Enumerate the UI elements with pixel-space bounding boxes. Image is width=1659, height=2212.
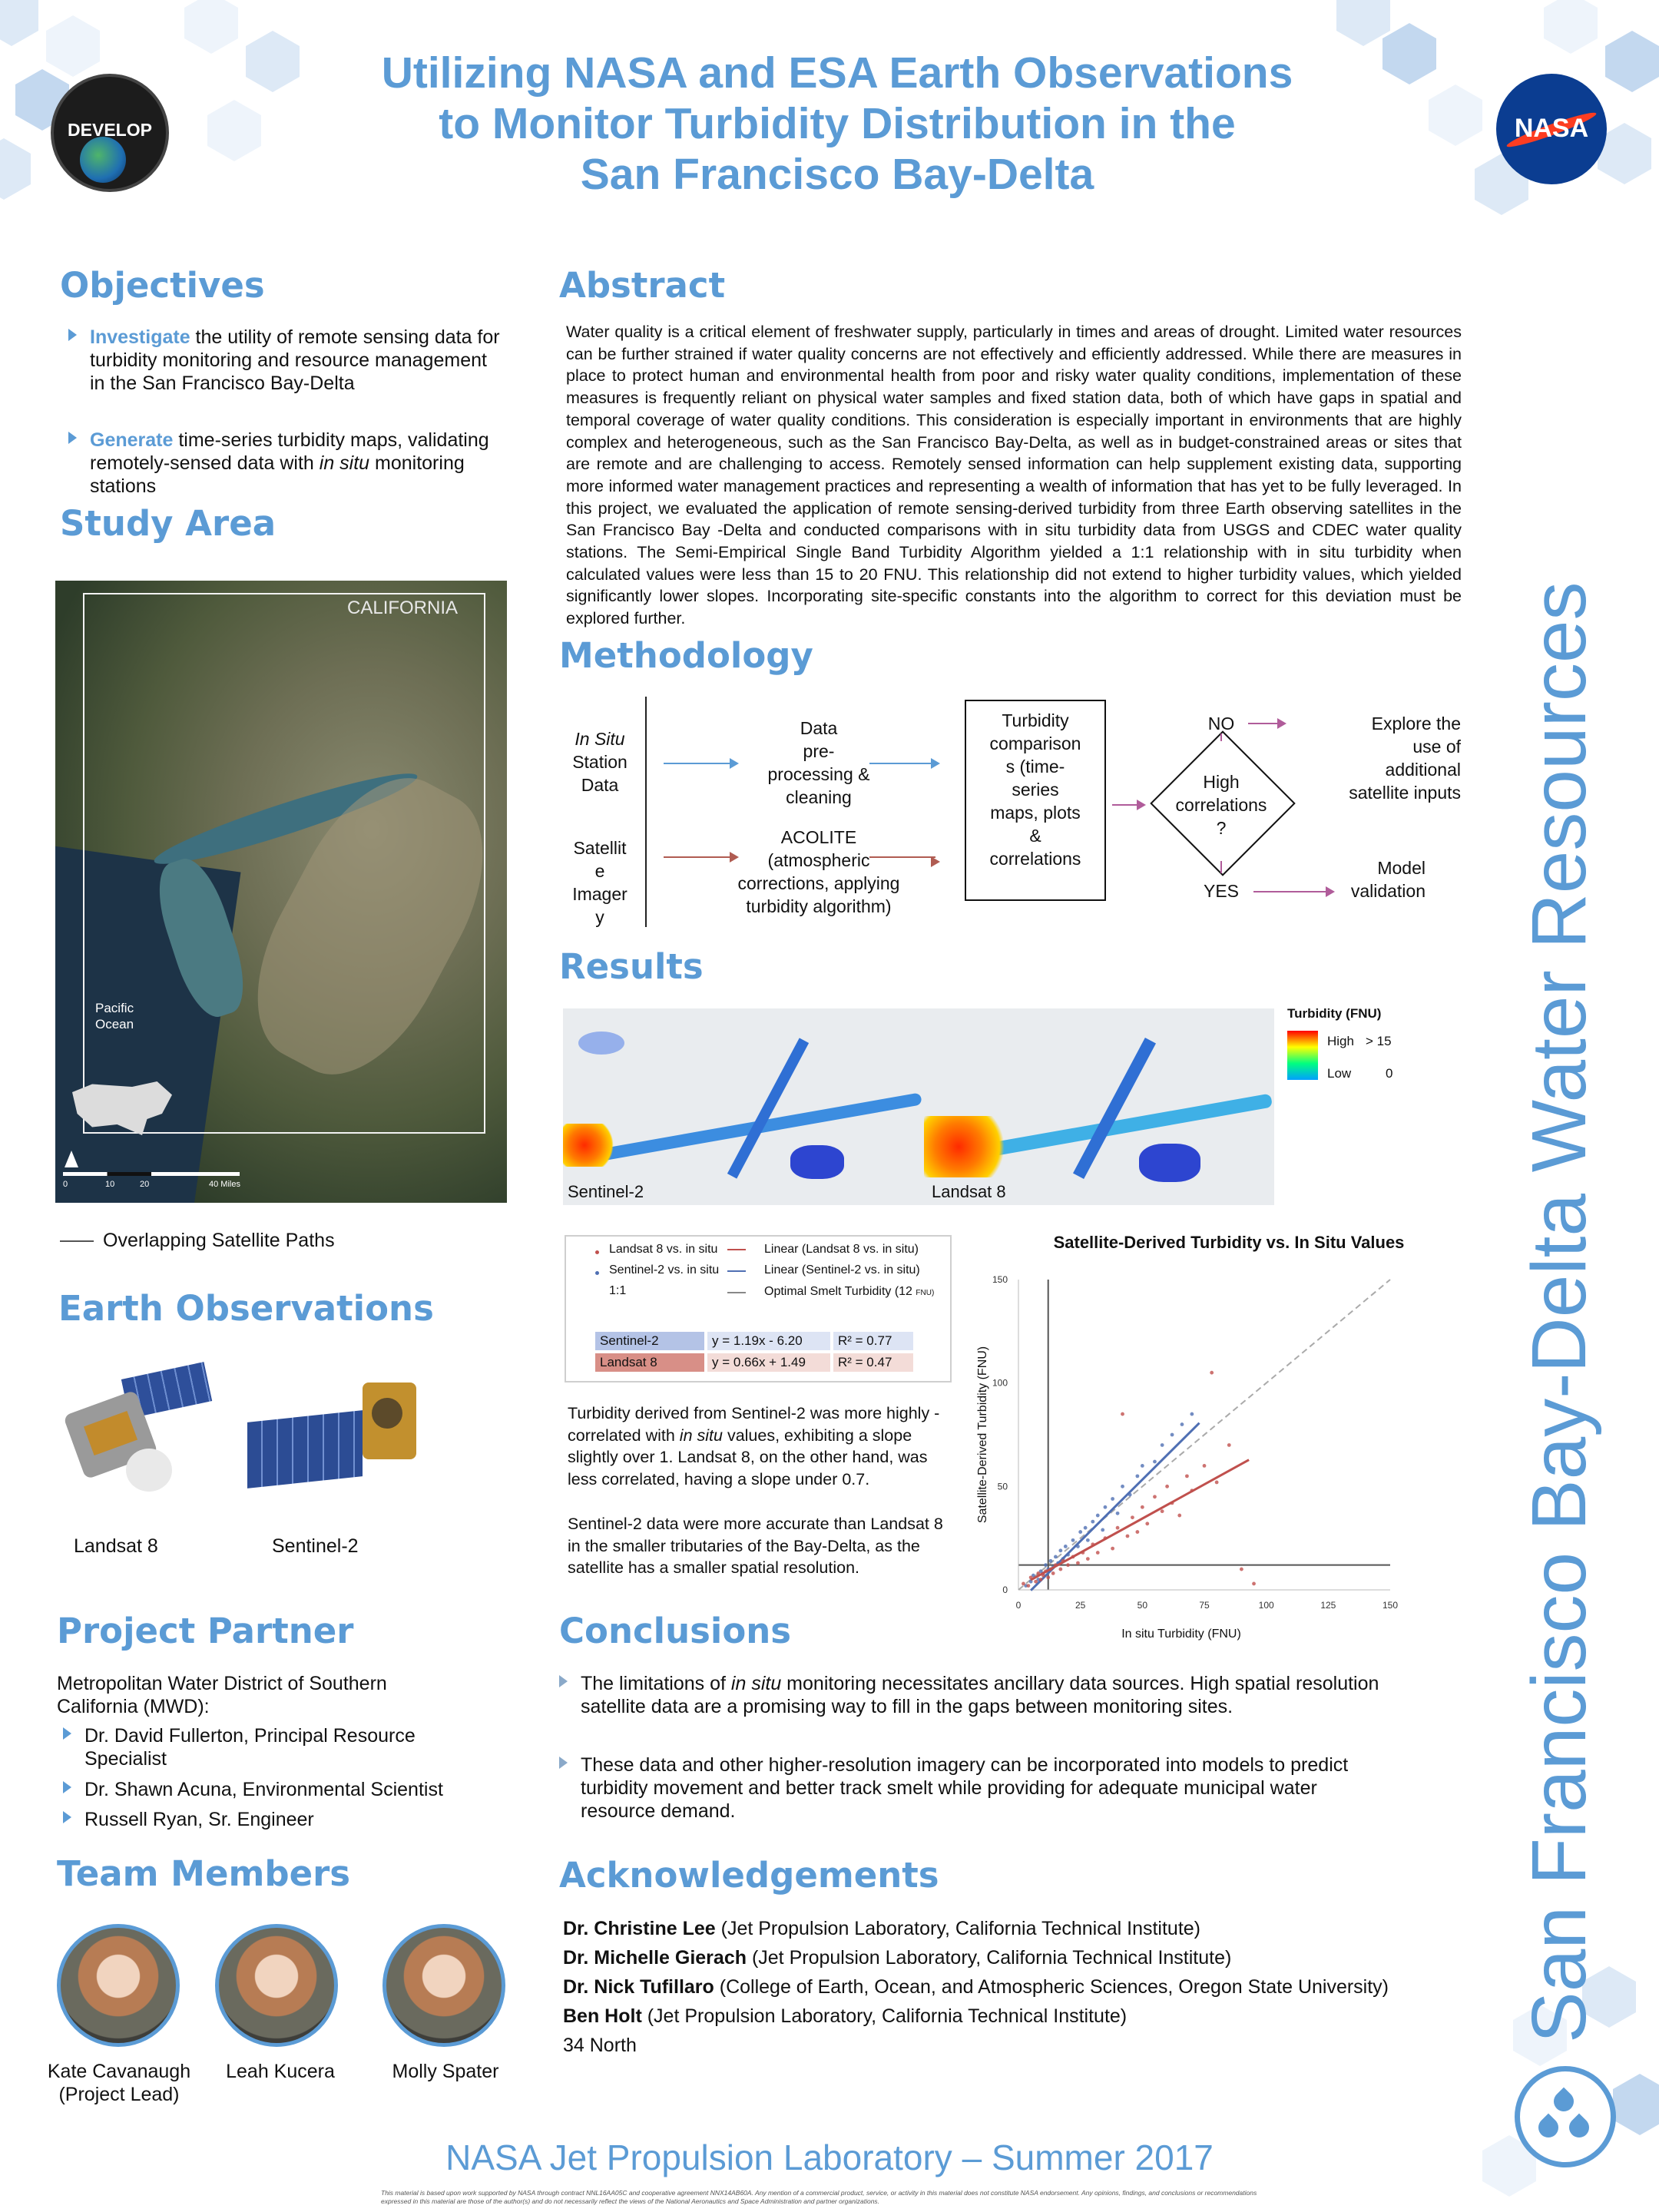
landsat-point xyxy=(1116,1526,1120,1530)
methodology-heading: Methodology xyxy=(559,635,813,676)
sentinel-2-map-label: Sentinel-2 xyxy=(568,1182,644,1201)
develop-logo: DEVELOP xyxy=(51,74,169,192)
sentinel-point xyxy=(1181,1422,1184,1426)
sentinel-point xyxy=(1153,1460,1157,1464)
landsat-point xyxy=(1076,1561,1080,1565)
legend-landsat-points: Landsat 8 vs. in situ xyxy=(609,1243,718,1256)
landsat-8-map-label: Landsat 8 xyxy=(932,1182,1006,1201)
acolite-node: ACOLITE (atmospheric corrections, applying turbidity algorithm) xyxy=(737,827,900,916)
landsat-point xyxy=(1240,1568,1243,1571)
sentinel-point xyxy=(1049,1559,1053,1563)
results-paragraph-2: Sentinel-2 data were more accurate than Landsat 8 in the smaller tributaries of the Bay-Delta, as the satellite has a smaller spatial resolution. xyxy=(568,1515,943,1577)
landsat-point xyxy=(1165,1485,1169,1488)
sentinel-point xyxy=(1116,1512,1120,1515)
landsat-point xyxy=(1027,1584,1031,1588)
sidebar-title: San Francisco Bay-Delta Water Resources xyxy=(1516,581,1602,2043)
landsat-point xyxy=(1034,1580,1038,1584)
scale-bar: 0 10 20 40 Miles xyxy=(63,1172,247,1198)
legend-optimal-smelt: Optimal Smelt Turbidity (12 FNU) xyxy=(764,1285,935,1298)
legend-one-to-one: 1:1 xyxy=(609,1284,627,1297)
partner-person-1: Dr. David Fullerton, Principal Resource Specialist xyxy=(84,1724,492,1770)
results-heading: Results xyxy=(559,946,704,987)
abstract-text: Water quality is a critical element of freshwater supply, particularly in times and areas of drought. Limited water resources can be further strained if water quality concerns are not effectively and efficiently addressed. While there are measures in place to protect human and environmental health from poor and risky water quality conditions, implementation of these measures is frequently reliant on physical water samples and fixed station data, both of which have gaps in spatial and temporal coverage of water quality conditions. This consideration is especially important in environments that are highly complex and heterogeneous, such as the San Francisco Bay-Delta, as well as in budget-constrained areas or sites that are remote and are challenging to access. Remotely sensed information can help supplement existing data, supporting more informed water management practices and representing a wealth of information that has yet to be fully leveraged. In this project, we evaluated the application of remote sensing-derived turbidity from three Earth observing satellites in the San Francisco Bay -Delta and conducted comparisons with in situ turbidity data from USGS and CDEC water quality stations. The Semi-Empirical Single Band Turbidity Algorithm yielded a 1:1 relationship with in situ turbidity when calculated values were less than 15 to 20 FNU. This relationship did not extend to higher turbidity values, which yielded significantly lower slopes. Incorporating site-specific constants into the algorithm to correct for this deviation must be explored further. xyxy=(566,323,1462,628)
abstract-heading: Abstract xyxy=(559,265,726,306)
landsat-point xyxy=(1203,1464,1207,1468)
title-line-2: to Monitor Turbidity Distribution in the xyxy=(439,99,1236,148)
acknowledgements-heading: Acknowledgements xyxy=(559,1855,939,1896)
avatar-leah-kucera xyxy=(215,1924,338,2047)
turbidity-scatter-chart xyxy=(968,1267,1413,1644)
sentinel-point xyxy=(1101,1528,1104,1532)
legend-linear-landsat: Linear (Landsat 8 vs. in situ) xyxy=(764,1243,919,1256)
landsat-point xyxy=(1145,1522,1149,1525)
objective-item-2: Generate time-series turbidity maps, validating remotely-sensed data with in situ monitoring stations xyxy=(90,429,505,498)
x-tick-label: 75 xyxy=(1199,1600,1210,1611)
title-line-1: Utilizing NASA and ESA Earth Observations xyxy=(381,48,1293,98)
ack-item: Dr. Nick Tufillaro (College of Earth, Ocean, and Atmospheric Sciences, Oregon State University) xyxy=(563,1976,1389,1998)
explore-node: Explore the use of additional satellite inputs xyxy=(1349,714,1461,803)
sentinel-2-label: Sentinel-2 xyxy=(272,1535,359,1557)
landsat-8-turbidity-map xyxy=(924,1008,1274,1205)
preprocessing-node: Data pre- processing & cleaning xyxy=(767,718,870,807)
landsat-point xyxy=(1086,1557,1090,1561)
landsat-point xyxy=(1022,1582,1025,1586)
comparison-node: Turbidity comparison s (time- series maps, plots & correlations xyxy=(989,710,1081,869)
ack-item: Dr. Christine Lee (Jet Propulsion Laboratory, California Technical Institute) xyxy=(563,1918,1201,1939)
y-axis-label: Satellite-Derived Turbidity (FNU) xyxy=(976,1346,989,1524)
earth-observations-heading: Earth Observations xyxy=(58,1288,434,1329)
sentinel-point xyxy=(1096,1514,1100,1518)
fit-sentinel-r2: R² = 0.77 xyxy=(833,1332,913,1350)
turbidity-legend: Turbidity (FNU) High > 15 Low 0 xyxy=(1287,1006,1393,1081)
footer-title: NASA Jet Propulsion Laboratory – Summer 2017 xyxy=(445,2137,1214,2177)
nasa-logo: NASA xyxy=(1496,74,1607,184)
california-label: CALIFORNIA xyxy=(347,598,459,618)
landsat-point xyxy=(1096,1551,1100,1555)
y-tick-label: 0 xyxy=(1002,1584,1008,1595)
fit-sentinel-eq: y = 1.19x - 6.20 xyxy=(707,1332,830,1350)
turbidity-color-ramp xyxy=(1287,1031,1318,1080)
chart-title: Satellite-Derived Turbidity vs. In Situ Values xyxy=(1053,1233,1405,1252)
x-tick-label: 0 xyxy=(1015,1600,1022,1611)
x-tick-label: 100 xyxy=(1258,1600,1274,1611)
landsat-8-satellite-image xyxy=(57,1364,218,1498)
member-kate-cavanaugh: Kate Cavanaugh (Project Lead) xyxy=(47,2061,191,2105)
in-situ-station-data-node: In Situ Station Data xyxy=(572,729,628,795)
landsat-point xyxy=(1153,1495,1157,1498)
partner-person-2: Dr. Shawn Acuna, Environmental Scientist xyxy=(84,1778,515,1801)
no-label: NO xyxy=(1207,714,1235,733)
partner-intro: Metropolitan Water District of Southern California (MWD): xyxy=(57,1673,387,1717)
partner-person-3: Russell Ryan, Sr. Engineer xyxy=(84,1808,492,1831)
conclusion-item-1: The limitations of in situ monitoring necessitates ancillary data sources. High spatial resolution satellite data are a promising way to fill in the gaps between monitoring sites. xyxy=(581,1672,1379,1718)
legend-linear-sentinel: Linear (Sentinel-2 vs. in situ) xyxy=(764,1263,920,1277)
objectives-heading: Objectives xyxy=(60,265,265,306)
satellite-paths-legend-line xyxy=(60,1240,94,1242)
landsat-point xyxy=(1111,1547,1114,1551)
landsat-point xyxy=(1051,1571,1055,1575)
sentinel-point xyxy=(1086,1538,1090,1542)
footer-disclaimer: This material is based upon work supported by NASA through contract NNL16AA05C and cooperative agreement NNX14AB60A. Any mention of a commercial product, service, or activity in this material does not constitute NASA endorsement. Any opinions, findings, and conclusions or recommendations expressed in this material are those of the author(s) and do not necessarily reflect the views of the National Aeronautics and Space Administration and partner organizations. xyxy=(381,2189,1257,2205)
landsat-point xyxy=(1161,1509,1164,1513)
x-axis-label: In situ Turbidity (FNU) xyxy=(1121,1628,1241,1641)
validation-node: Model validation xyxy=(1350,858,1426,901)
landsat-point xyxy=(1046,1575,1050,1579)
x-tick-label: 50 xyxy=(1137,1600,1148,1611)
poster-title xyxy=(323,48,1352,200)
yes-label: YES xyxy=(1203,881,1240,901)
team-members-heading: Team Members xyxy=(57,1853,351,1894)
landsat-8-label: Landsat 8 xyxy=(74,1535,158,1557)
fit-landsat-name: Landsat 8 xyxy=(595,1353,704,1372)
study-area-heading: Study Area xyxy=(60,503,276,544)
landsat-point xyxy=(1141,1505,1144,1509)
title-line-3: San Francisco Bay-Delta xyxy=(580,150,1094,199)
sentinel-point xyxy=(1071,1538,1075,1542)
member-leah-kucera: Leah Kucera xyxy=(226,2061,335,2082)
landsat-point xyxy=(1126,1535,1130,1538)
sentinel-point xyxy=(1190,1412,1194,1416)
sentinel-point xyxy=(1044,1563,1048,1567)
sentinel-point xyxy=(1141,1464,1144,1468)
ack-item: 34 North xyxy=(563,2035,637,2056)
project-partner-heading: Project Partner xyxy=(57,1611,354,1651)
conclusion-item-2: These data and other higher-resolution imagery can be incorporated into models to predict turbidity movement and better track smelt while providing for adequate municipal water resource demand. xyxy=(581,1753,1379,1823)
study-area-map xyxy=(55,581,507,1203)
x-tick-label: 150 xyxy=(1382,1600,1399,1611)
landsat-point xyxy=(1039,1578,1043,1581)
objective-item-1: Investigate the utility of remote sensing data for turbidity monitoring and resource management in the San Francisco Bay-Delta xyxy=(90,326,505,395)
sentinel-point xyxy=(1054,1555,1058,1559)
sentinel-point xyxy=(1091,1520,1094,1524)
fit-landsat-eq: y = 0.66x + 1.49 xyxy=(707,1353,830,1372)
methodology-flowchart xyxy=(559,687,1465,941)
landsat-point xyxy=(1135,1530,1139,1534)
decision-node: High correlations ? xyxy=(1175,772,1267,838)
sentinel-2-satellite-image xyxy=(240,1375,424,1498)
sentinel-point xyxy=(1161,1443,1164,1447)
pacific-ocean-label: Pacific Ocean xyxy=(95,1001,134,1031)
avatar-kate-cavanaugh xyxy=(57,1924,180,2047)
satellite-imagery-node: Satellit e Imager y xyxy=(572,838,628,927)
landsat-point xyxy=(1177,1514,1181,1518)
y-tick-label: 100 xyxy=(992,1377,1008,1389)
chart-legend xyxy=(565,1235,952,1382)
sentinel-point xyxy=(1058,1548,1062,1552)
satellite-paths-legend: Overlapping Satellite Paths xyxy=(103,1230,335,1251)
one-to-one-line xyxy=(1018,1280,1390,1590)
north-arrow-icon xyxy=(65,1151,78,1167)
landsat-point xyxy=(1215,1481,1219,1485)
sentinel-2-turbidity-map xyxy=(563,1008,926,1205)
legend-sentinel-points: Sentinel-2 vs. in situ xyxy=(609,1263,720,1277)
sentinel-point xyxy=(1171,1433,1174,1437)
acknowledgements-list xyxy=(563,1917,1408,2057)
landsat-fit-line xyxy=(1031,1460,1249,1580)
landsat-point xyxy=(1252,1582,1256,1586)
landsat-point xyxy=(1210,1371,1214,1375)
landsat-point xyxy=(1185,1474,1189,1478)
member-molly-spater: Molly Spater xyxy=(392,2061,499,2082)
y-tick-label: 150 xyxy=(992,1274,1008,1285)
landsat-point xyxy=(1131,1515,1134,1519)
landsat-point xyxy=(1058,1568,1062,1571)
x-tick-label: 125 xyxy=(1320,1600,1336,1611)
y-tick-label: 50 xyxy=(997,1481,1008,1492)
ack-item: Ben Holt (Jet Propulsion Laboratory, California Technical Institute) xyxy=(563,2005,1128,2027)
sentinel-point xyxy=(1135,1474,1139,1478)
ack-item: Dr. Michelle Gierach (Jet Propulsion Laboratory, California Technical Institute) xyxy=(563,1947,1232,1969)
sentinel-point xyxy=(1121,1485,1124,1488)
results-paragraph-1: Turbidity derived from Sentinel-2 was more highly -correlated with in situ values, exhibiting a slope slightly over 1. Landsat 8, on the other hand, was less correlated, having a slope under 0.7. xyxy=(568,1404,940,1488)
x-tick-label: 25 xyxy=(1075,1600,1086,1611)
sentinel-point xyxy=(1104,1505,1108,1509)
conclusions-heading: Conclusions xyxy=(559,1611,792,1651)
fit-landsat-r2: R² = 0.47 xyxy=(833,1353,913,1372)
sentinel-point xyxy=(1111,1497,1114,1501)
landsat-point xyxy=(1121,1412,1124,1416)
sentinel-point xyxy=(1064,1545,1068,1548)
sentinel-point xyxy=(1078,1530,1082,1534)
sentinel-point xyxy=(1084,1526,1088,1530)
landsat-point xyxy=(1227,1443,1231,1447)
landsat-point xyxy=(1066,1563,1070,1567)
avatar-molly-spater xyxy=(382,1924,505,2047)
fit-sentinel-name: Sentinel-2 xyxy=(595,1332,704,1350)
